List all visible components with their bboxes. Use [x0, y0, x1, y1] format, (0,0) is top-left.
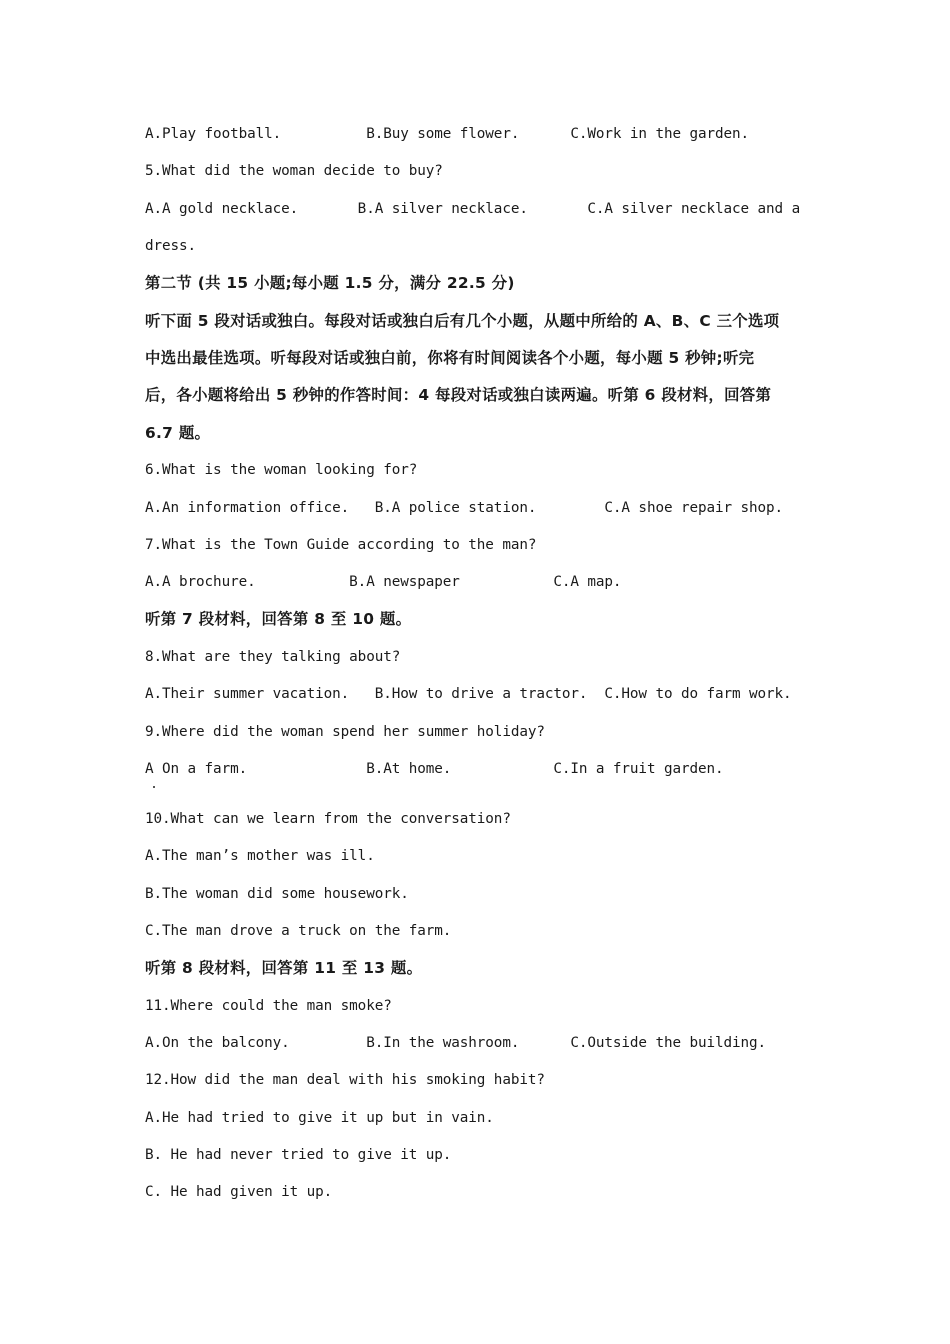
stray-mark: [153, 786, 155, 788]
material-8-heading: 听第 8 段材料，回答第 11 至 13 题。: [145, 959, 423, 977]
q7-options: A.A brochure. B.A newspaper C.A map.: [145, 574, 622, 590]
q8-question: 8.What are they talking about?: [145, 649, 401, 665]
q6-question: 6.What is the woman looking for?: [145, 462, 418, 478]
q10-option-c: C.The man drove a truck on the farm.: [145, 923, 452, 939]
q12-question: 12.How did the man deal with his smoking habit?: [145, 1072, 545, 1088]
instructions-line-4: 6.7 题。: [145, 424, 211, 442]
q8-options: A.Their summer vacation. B.How to drive a tractor. C.How to do farm work.: [145, 686, 792, 702]
q5-options: A.A gold necklace. B.A silver necklace. C.A silver necklace and a: [145, 201, 801, 217]
q9-question: 9.Where did the woman spend her summer holiday?: [145, 724, 545, 740]
material-7-heading: 听第 7 段材料，回答第 8 至 10 题。: [145, 610, 412, 628]
q12-option-b: B. He had never tried to give it up.: [145, 1147, 452, 1163]
q10-option-a: A.The man’s mother was ill.: [145, 848, 375, 864]
q11-options: A.On the balcony. B.In the washroom. C.Outside the building.: [145, 1035, 767, 1051]
q10-option-b: B.The woman did some housework.: [145, 886, 409, 902]
q9-options: A On a farm. B.At home. C.In a fruit garden.: [145, 761, 724, 777]
instructions-line-1: 听下面 5 段对话或独白。每段对话或独白后有几个小题，从题中所给的 A、B、C 三个选项: [145, 312, 780, 330]
q12-option-c: C. He had given it up.: [145, 1184, 333, 1200]
instructions-line-2: 中选出最佳选项。听每段对话或独白前，你将有时间阅读各个小题，每小题 5 秒钟;听完: [145, 349, 755, 367]
q12-option-a: A.He had tried to give it up but in vain.: [145, 1110, 494, 1126]
q5-options-cont: dress.: [145, 238, 197, 254]
q6-options: A.An information office. B.A police station. C.A shoe repair shop.: [145, 500, 784, 516]
q4-options: A.Play football. B.Buy some flower. C.Work in the garden.: [145, 126, 750, 142]
instructions-line-3: 后，各小题将给出 5 秒钟的作答时间：4 每段对话或独白读两遍。听第 6 段材料，回答第: [145, 386, 772, 404]
q7-question: 7.What is the Town Guide according to the man?: [145, 537, 537, 553]
q10-question: 10.What can we learn from the conversation?: [145, 811, 511, 827]
q11-question: 11.Where could the man smoke?: [145, 998, 392, 1014]
section-heading: 第二节 (共 15 小题;每小题 1.5 分，满分 22.5 分): [145, 274, 515, 292]
q5-question: 5.What did the woman decide to buy?: [145, 163, 443, 179]
